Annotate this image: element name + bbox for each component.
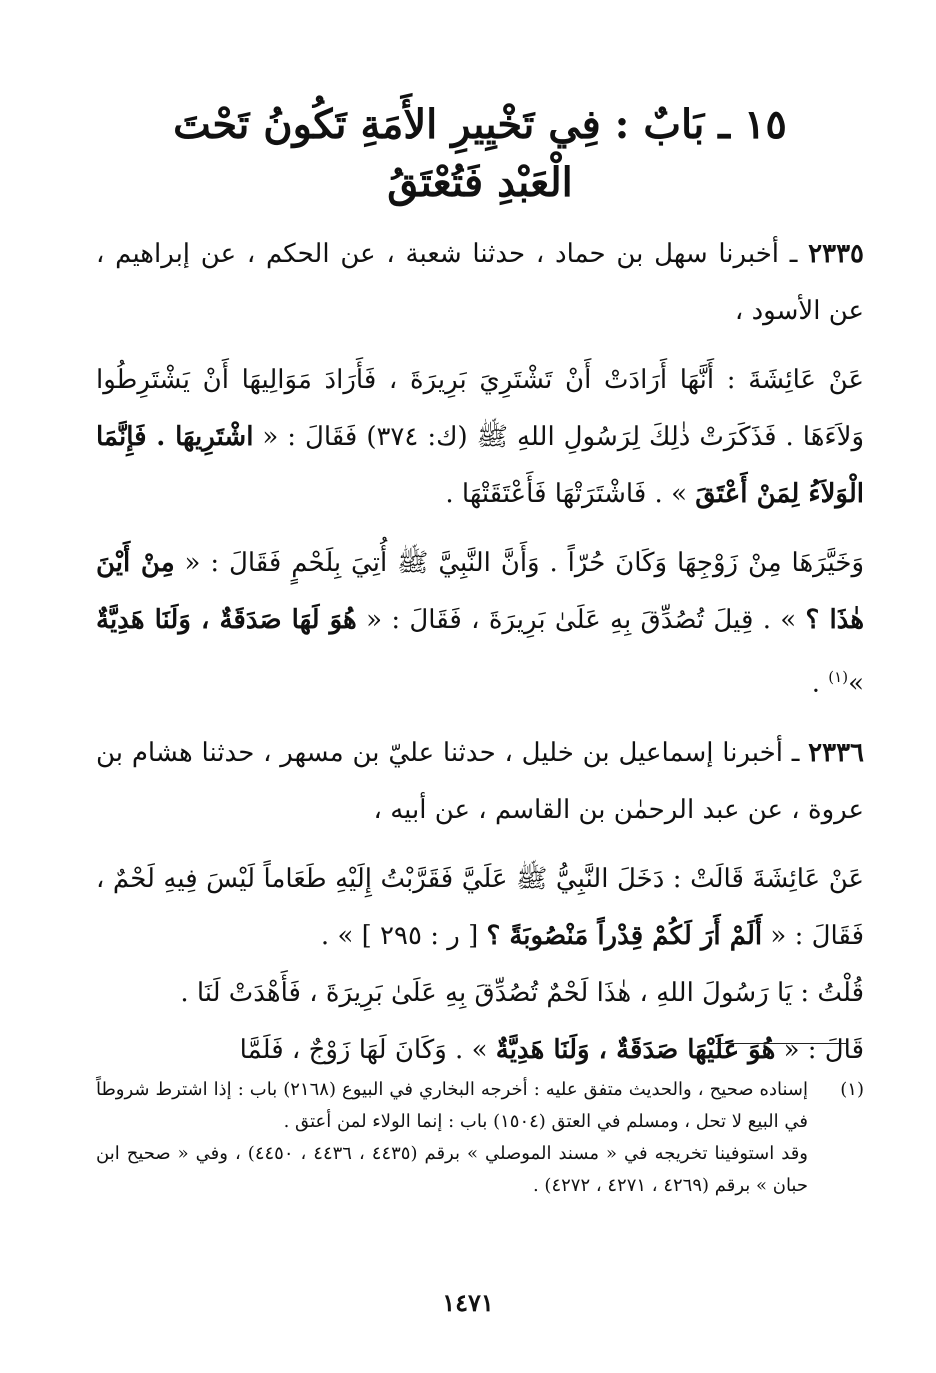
footnotes: [96, 1074, 864, 1202]
hadith-2336-matn-1: [96, 851, 864, 965]
footnote-mark: (١): [840, 1079, 864, 1100]
hadith-2336-isnad: [96, 725, 864, 839]
matn-text: » . فَاشْتَرَتْهَا فَأَعْتَقَتْهَا .: [445, 479, 687, 509]
chapter-heading: [96, 0, 864, 212]
hadith-2336-matn-3: [96, 1022, 864, 1079]
footnote-text: إسناده صحيح ، والحديث متفق عليه : أخرجه البخاري في البيوع (٢١٦٨) باب : إذا اشترط شروطاً في البيع لا تحل ، ومسلم في العتق (١٥٠٤) باب : إنما الولاء لمن أعتق .: [96, 1079, 808, 1132]
prophet-saying: اشْتَرِيهَا . فَإِنَّمَا الْوَلاَءُ لِمَنْ أَعْتَقَ: [96, 422, 864, 509]
hadith-number: ٢٣٣٥: [808, 239, 865, 269]
matn-text: »: [848, 668, 864, 699]
matn-text: » . وَكَانَ لَهَا زَوْجٌ ، فَلَمَّا: [239, 1034, 488, 1065]
chapter-heading-line-2: الْعَبْدِ فَتُعْتَقُ: [387, 159, 573, 206]
matn-text: » .: [320, 920, 354, 951]
prophet-saying: هُوَ عَلَيْهَا صَدَقَةٌ ، وَلَنَا هَدِيَّةٌ: [495, 1034, 776, 1065]
hadith-2335-matn-1: [96, 352, 864, 523]
cross-reference: [ ر : ٢٩٥ ]: [361, 920, 479, 951]
footnote-1: [96, 1074, 864, 1138]
matn-text: » . قِيلَ تُصُدِّقَ بِهِ عَلَىٰ بَرِيرَةَ ، فَقَالَ : «: [366, 605, 797, 635]
footnote-separator: [716, 1043, 848, 1044]
footnote-ref: (١): [828, 668, 849, 686]
matn-text: عَنْ عَائِشَةَ قَالَتْ : دَخَلَ النَّبِيُّ ﷺ عَلَيَّ فَقَرَّبْتُ إِلَيْهِ طَعَاماً لَيْسَ فِيهِ لَحْمٌ ، فَقَالَ : «: [96, 863, 864, 951]
matn-text: قَالَ : «: [783, 1034, 864, 1065]
isnad-text: ـ أخبرنا سهل بن حماد ، حدثنا شعبة ، عن الحكم ، عن إبراهيم ، عن الأسود ،: [96, 239, 864, 326]
hadith-2335-isnad: [96, 226, 864, 340]
prophet-saying: هُوَ لَهَا صَدَقَةٌ ، وَلَنَا هَدِيَّةٌ: [96, 605, 357, 635]
prophet-saying: أَلَمْ أَرَ لَكُمْ قِدْراً مَنْصُوبَةً ؟: [486, 920, 763, 951]
matn-text: عَنْ عَائِشَةَ : أَنَّهَا أَرَادَتْ أَنْ تَشْتَرِيَ بَرِيرَةَ ، فَأَرَادَ مَوَالِيهَا أَنْ يَشْتَرِطُوا وَلاَءَهَا . فَذَكَرَتْ ذٰلِكَ لِرَسُولِ اللهِ ﷺ (ك: ٣٧٤) فَقَالَ : «: [96, 365, 865, 452]
hadith-2335-matn-2: [96, 535, 864, 713]
chapter-heading-line-1: ١٥ ـ بَابٌ : فِي تَخْيِيرِ الأَمَةِ تَكُونُ تَحْتَ: [173, 101, 787, 148]
hadith-2336-matn-2: [96, 965, 864, 1022]
matn-text: قُلْتُ : يَا رَسُولَ اللهِ ، هٰذَا لَحْمٌ تُصُدِّقَ بِهِ عَلَىٰ بَرِيرَةَ ، فَأَهْدَتْ لَنَا .: [180, 977, 864, 1008]
footnote-extra: وقد استوفينا تخريجه في « مسند الموصلي » برقم (٤٤٣٥ ، ٤٤٣٦ ، ٤٤٥٠) ، وفي « صحيح ابن حبان » برقم (٤٢٦٩ ، ٤٢٧١ ، ٤٢٧٢) .: [96, 1143, 808, 1196]
hadith-number: ٢٣٣٦: [808, 737, 865, 768]
isnad-text: ـ أخبرنا إسماعيل بن خليل ، حدثنا عليّ بن مسهر ، حدثنا هشام بن عروة ، عن عبد الرحمٰن بن القاسم ، عن أبيه ،: [96, 737, 864, 825]
matn-text: .: [811, 668, 821, 699]
matn-text: وَخَيَّرَهَا مِنْ زَوْجِهَا وَكَانَ حُرّاً . وَأَنَّ النَّبِيَّ ﷺ أُتِيَ بِلَحْمٍ فَقَالَ : «: [184, 548, 865, 578]
page-number: ١٤٧١: [442, 1288, 494, 1317]
prophet-saying: مِنْ أَيْنَ هٰذَا ؟: [96, 548, 865, 635]
